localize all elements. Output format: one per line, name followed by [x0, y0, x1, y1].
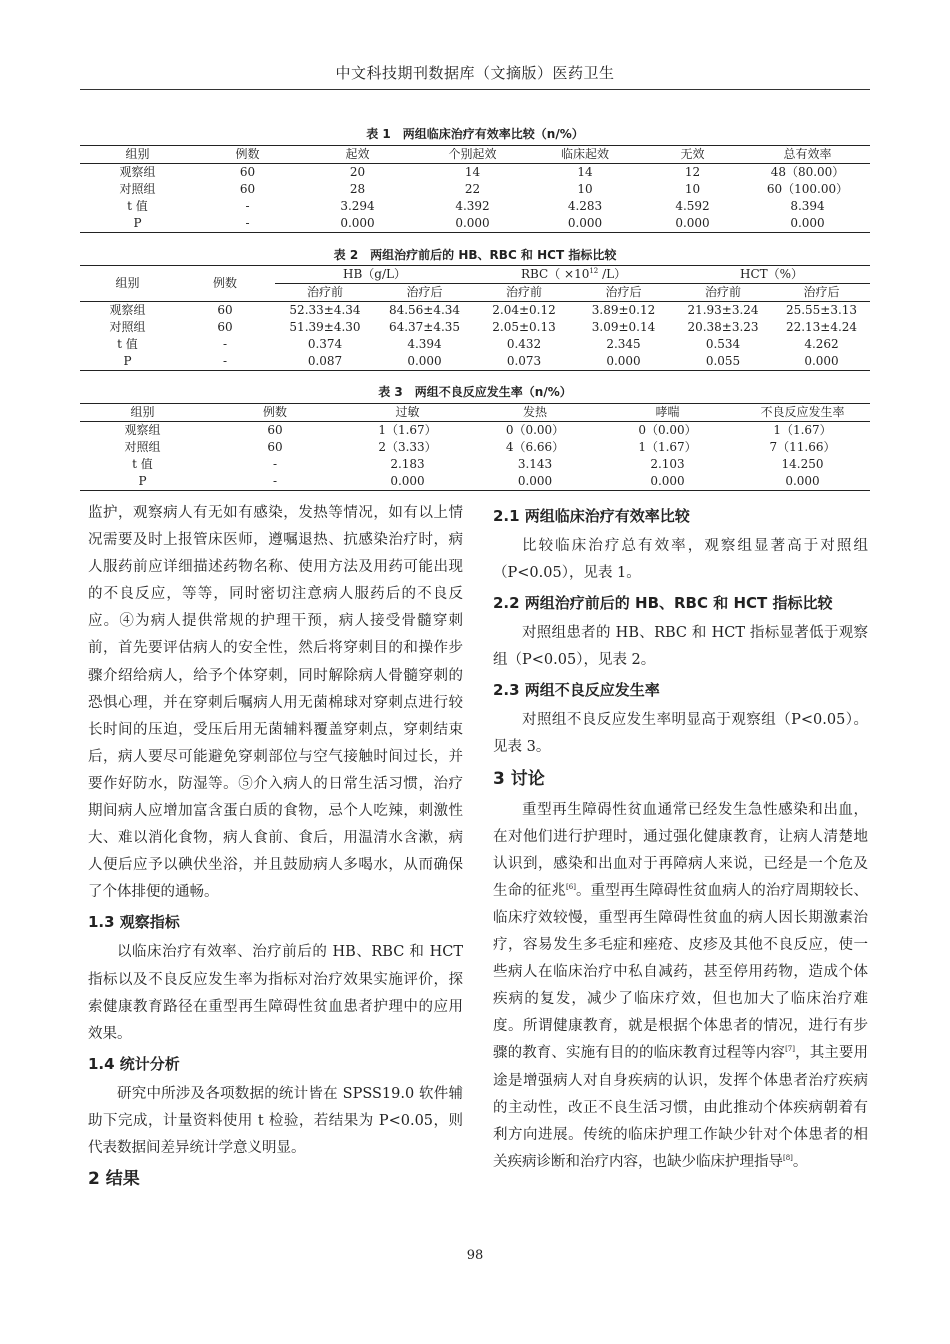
left-paragraph-3: 研究中所涉及各项数据的统计皆在 SPSS19.0 软件辅助下完成，计量资料使用 t 检验，若结果为 P<0.05，则代表数据间差异统计学意义明显。: [88, 1085, 463, 1156]
table1-row: [80, 198, 870, 215]
table2-caption: 表 2 两组治疗前后的 HB、RBC 和 HCT 指标比较: [333, 248, 617, 262]
table-cell: -: [222, 337, 228, 351]
table-cell: 0.432: [506, 337, 542, 351]
table-cell: 0.055: [673, 353, 773, 371]
table-cell: 14.250: [781, 457, 824, 471]
table-cell: 22: [464, 182, 481, 196]
table1-caption: 表 1 两组临床治疗有效率比较（n/%）: [366, 127, 584, 141]
column-header: 组别: [80, 404, 205, 422]
table2-header-n: 例数: [175, 266, 275, 302]
column-header: 个别起效: [415, 146, 530, 164]
right-column: [493, 500, 868, 1176]
table-cell: 观察组: [124, 423, 161, 437]
table2-sub-after: 治疗后: [574, 284, 673, 302]
table3-caption: 表 3 两组不良反应发生率（n/%）: [378, 385, 572, 399]
section-heading-3: 3 讨论: [493, 768, 545, 789]
table-cell: 1（1.67）: [638, 440, 697, 454]
table-cell: 0.000: [530, 215, 640, 233]
table-cell: 观察组: [119, 165, 156, 179]
table-cell: 60: [239, 165, 256, 179]
table3-row: [80, 456, 870, 473]
table2-sub-after: 治疗后: [773, 284, 870, 302]
table-cell: 对照组: [109, 320, 146, 334]
table-cell: 28: [349, 182, 366, 196]
table-cell: 20: [349, 165, 366, 179]
table-cell: 60: [217, 320, 233, 334]
table3-row: [80, 439, 870, 456]
left-paragraph-2: 以临床治疗有效率、治疗前后的 HB、RBC 和 HCT 指标以及不良反应发生率为指标对治疗效果实施评价，探索健康教育路径在重型再生障碍性贫血患者护理中的应用效果。: [88, 944, 463, 1042]
table-cell: 25.55±3.13: [785, 303, 858, 317]
table-cell: 14: [577, 165, 593, 179]
table-cell: 0.374: [307, 337, 343, 351]
table-cell: 22.13±4.24: [785, 320, 858, 334]
table2-header-hb: HB（g/L）: [275, 266, 474, 284]
table-cell: 64.37±4.35: [388, 320, 461, 334]
table2-header-rbc: $RBC( \times 10^{12}$ /L）: [474, 266, 673, 284]
table-cell: 20.38±3.23: [687, 320, 759, 334]
section-heading-2-1: 2.1 两组临床治疗有效率比较: [493, 507, 690, 525]
column-header: 哮喘: [600, 404, 735, 422]
table-cell: 84.56±4.34: [388, 303, 461, 317]
table-cell: 2.183: [390, 457, 425, 471]
table-cell: 0（0.00）: [505, 423, 565, 437]
column-header: 临床起效: [530, 146, 640, 164]
table-cell: 4.392: [455, 199, 490, 213]
section-heading-1-3: 1.3 观察指标: [88, 913, 180, 932]
table-cell: 2.05±0.13: [492, 320, 556, 334]
table-cell: 1（1.67）: [773, 423, 832, 437]
left-paragraph-1: 监护，观察病人有无如有感染，发热等情况，如有以上情况需要及时上报管床医师，遵嘱退热、抗感染治疗时，病人服药前应详细描述药物名称、使用方法及用药可能出现的不良反应，等等，同时密切注意病人服药后的不良反应。④为病人提供常规的护理干预，病人接受骨髓穿刺前，首先要评估病人的安全性，然后将穿刺目的和操作步骤介绍给病人，给予个体穿刺，同时解除病人骨髓穿刺的恐惧心理，并在穿刺后嘱病人用无菌棉球对穿刺点进行较长时间的压迫，受压后用无菌辅料覆盖穿刺点，穿刺结束后，病人要尽可能避免穿刺部位与空气接触时间过长，并要作好防水，防湿等。⑤介入病人的日常生活习惯，治疗期间病人应增加富含蛋白质的食物，忌个人吃辣，刺激性大、难以消化食物，病人食前、食后，用温清水含漱，病人便后应予以碘伏坐浴，并且鼓励病人多喝水，从而确保了个体排便的通畅。: [88, 505, 463, 901]
table-cell: 60（100.00）: [766, 182, 849, 196]
table-cell: 60: [267, 440, 283, 454]
table-cell: P: [80, 353, 175, 371]
citation-7: [7]: [785, 1045, 795, 1054]
table-cell: -: [205, 473, 345, 491]
table-cell: 4.262: [804, 337, 839, 351]
table1: [80, 145, 870, 233]
column-header: 过敏: [345, 404, 470, 422]
table-cell: 0.000: [640, 215, 745, 233]
table-cell: -: [175, 353, 275, 371]
citation-6: [6]: [566, 883, 576, 892]
table-cell: 2.345: [606, 337, 641, 351]
section-heading-2: 2 结果: [88, 1169, 140, 1190]
table2-header-group: 组别: [80, 266, 175, 302]
table-cell: P: [80, 215, 195, 233]
table-cell: 对照组: [124, 440, 161, 454]
table1-row: [80, 164, 870, 182]
table2-row: [80, 353, 870, 371]
column-header: 发热: [470, 404, 600, 422]
table3-row: [80, 422, 870, 440]
table2-sub-after: 治疗后: [375, 284, 474, 302]
table-cell: 8.394: [790, 199, 825, 213]
citation-8: [8]: [783, 1153, 793, 1162]
table2-row: [80, 336, 870, 353]
table-cell: 4.394: [407, 337, 442, 351]
table-cell: t 值: [117, 337, 138, 351]
section-heading-2-3: 2.3 两组不良反应发生率: [493, 681, 660, 700]
column-header: 起效: [300, 146, 415, 164]
table-cell: 21.93±3.24: [687, 303, 759, 317]
table-cell: 3.143: [517, 457, 553, 471]
section-heading-2-2: 2.2 两组治疗前后的 HB、RBC 和 HCT 指标比较: [493, 594, 833, 613]
right-paragraph-4: 重型再生障碍性贫血通常已经发生急性感染和出血，在对他们进行护理时，通过强化健康教育，让病人清楚地认识到，感染和出血对于再障病人来说，已经是一个危及生命的征兆[6]。重型再生障碍性贫血病人的治疗周期较长、临床疗效较慢，重型再生障碍性贫血的病人因长期激素治疗，容易发生多毛症和痤疮、皮疹及其他不良反应，使一些病人在临床治疗中私自减药，甚至停用药物，造成个体疾病的复发，减少了临床疗效，但也加大了临床治疗难度。所谓健康教育，就是根据个体患者的情况，进行有步骤的教育、实施有目的的临床教育过程等内容[7]，其主要用途是增强病人对自身疾病的认识，发挥个体患者治疗疾病的主动性，改正不良生活习惯，由此推动个体疾病朝着有利方向进展。传统的临床护理工作缺少针对个体患者的相关疾病诊断和治疗内容，也缺少临床护理指导[8]。: [493, 801, 868, 1170]
left-column: [88, 500, 463, 1197]
table-cell: -: [272, 457, 278, 471]
table-cell: -: [245, 199, 250, 213]
table-cell: 14: [464, 165, 481, 179]
table3-row: [80, 473, 870, 491]
table-cell: 10: [684, 182, 701, 196]
column-header: 无效: [640, 146, 745, 164]
table1-row: [80, 181, 870, 198]
table-cell: 60: [217, 303, 233, 317]
table-cell: 2.04±0.12: [492, 303, 556, 317]
table1-row: [80, 215, 870, 233]
table2-header-hct: HCT（%）: [673, 266, 870, 284]
table-cell: 1（1.67）: [378, 423, 437, 437]
table-cell: 0.000: [745, 215, 870, 233]
table-cell: 3.09±0.14: [591, 320, 656, 334]
table2-sub-before: 治疗前: [474, 284, 574, 302]
table-cell: 60: [239, 182, 256, 196]
table-cell: 52.33±4.34: [289, 303, 361, 317]
table-cell: 0.000: [300, 215, 415, 233]
right-paragraph-3: 对照组不良反应发生率明显高于观察组（P<0.05）。见表 3。: [493, 712, 868, 756]
column-header: 不良反应发生率: [735, 404, 870, 422]
table-cell: 0.000: [735, 473, 870, 491]
column-header: 例数: [205, 404, 345, 422]
running-header: 中文科技期刊数据库（文摘版）医药卫生: [335, 64, 615, 82]
table-cell: 2（3.33）: [378, 440, 437, 454]
table-cell: 48（80.00）: [770, 165, 845, 179]
table-cell: 0.000: [470, 473, 600, 491]
table-cell: 0.073: [474, 353, 574, 371]
table-cell: 4.283: [567, 199, 603, 213]
right-paragraph-1: 比较临床治疗总有效率，观察组显著高于对照组（P<0.05），见表 1。: [493, 538, 868, 582]
table-cell: 对照组: [119, 182, 156, 196]
table-cell: 0（0.00）: [638, 423, 697, 437]
table2-row: [80, 319, 870, 336]
table-cell: 51.39±4.30: [289, 320, 361, 334]
table-cell: -: [195, 215, 300, 233]
section-heading-1-4: 1.4 统计分析: [88, 1054, 180, 1073]
table-cell: 0.000: [345, 473, 470, 491]
column-header: 总有效率: [745, 146, 870, 164]
table2-sub-before: 治疗前: [673, 284, 773, 302]
table-cell: 12: [684, 165, 701, 179]
table-cell: t 值: [132, 457, 153, 471]
table-cell: 7（11.66）: [769, 440, 836, 454]
table-cell: 0.534: [705, 337, 741, 351]
table-cell: 4（6.66）: [505, 440, 565, 454]
page-number: 98: [466, 1248, 484, 1263]
table-cell: 2.103: [650, 457, 685, 471]
right-paragraph-2: 对照组患者的 HB、RBC 和 HCT 指标显著低于观察组（P<0.05），见表 2。: [493, 625, 868, 669]
table-cell: 3.294: [340, 199, 375, 213]
table2: [80, 265, 870, 371]
table-cell: 0.000: [574, 353, 673, 371]
table-cell: 观察组: [109, 303, 146, 317]
column-header: 例数: [195, 146, 300, 164]
table-cell: t 值: [127, 199, 148, 213]
table-cell: P: [80, 473, 205, 491]
table-cell: 0.000: [773, 353, 870, 371]
header-rule: [80, 89, 870, 90]
table-cell: 0.000: [415, 215, 530, 233]
table2-row: [80, 302, 870, 320]
table-cell: 4.592: [675, 199, 710, 213]
table-cell: 0.000: [600, 473, 735, 491]
table2-sub-before: 治疗前: [275, 284, 375, 302]
column-header: 组别: [80, 146, 195, 164]
table-cell: 3.89±0.12: [591, 303, 656, 317]
table-cell: 0.000: [375, 353, 474, 371]
table-cell: 60: [267, 423, 283, 437]
table3: [80, 403, 870, 491]
table-cell: 0.087: [275, 353, 375, 371]
table-cell: 10: [577, 182, 593, 196]
